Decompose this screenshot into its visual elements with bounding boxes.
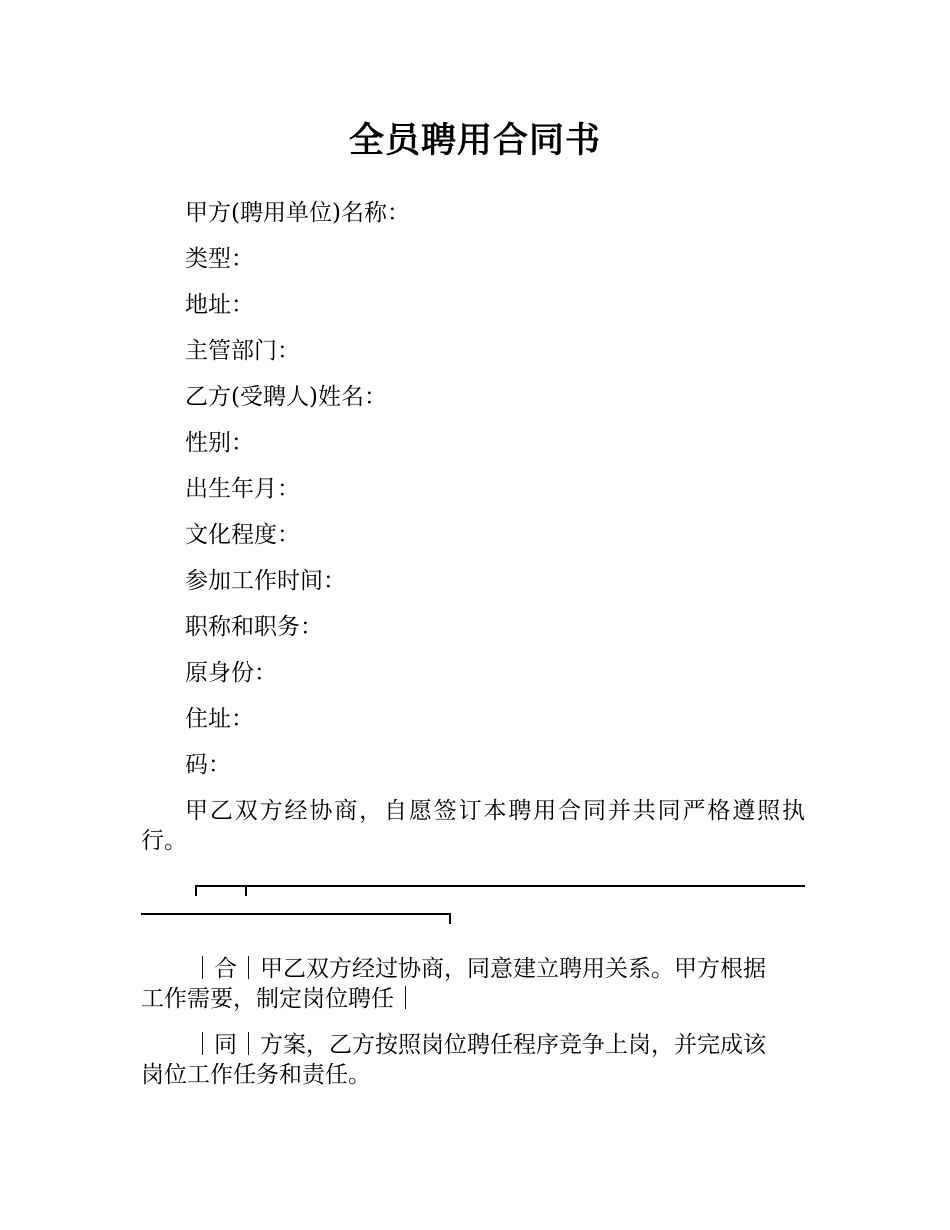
table-row — [141, 1030, 805, 1090]
table-row-line-1: ｜同｜方案，乙方按照岗位聘任程序竞争上岗，并完成该 — [191, 1032, 766, 1058]
table-corner-tick — [195, 885, 197, 896]
field-supervising-department: 主管部门： — [185, 338, 300, 364]
field-title-position: 职称和职务： — [185, 614, 323, 640]
field-code: 码： — [185, 752, 231, 778]
table-border-lines — [141, 878, 805, 938]
table-row-line-2: 工作需要，制定岗位聘任｜ — [141, 986, 417, 1012]
field-birth-date: 出生年月： — [185, 476, 300, 502]
field-address: 地址： — [185, 292, 254, 318]
intro-paragraph: 甲乙双方经协商，自愿签订本聘用合同并共同严格遵照执行。 — [141, 798, 805, 854]
field-employer-name: 甲方(聘用单位)名称： — [185, 200, 410, 226]
field-employee-name: 乙方(受聘人)姓名： — [185, 384, 387, 410]
table-end-tick — [449, 913, 451, 924]
table-row-line-1: ｜合｜甲乙双方经过协商，同意建立聘用关系。甲方根据 — [191, 956, 766, 982]
field-residence: 住址： — [185, 706, 254, 732]
document-body — [141, 198, 805, 1106]
field-original-status: 原身份： — [185, 660, 277, 686]
field-type: 类型： — [185, 246, 254, 272]
document-title: 全员聘用合同书 — [348, 121, 601, 161]
table-row — [141, 954, 805, 1014]
table-column-tick — [245, 885, 247, 896]
table-bottom-rule — [141, 913, 451, 915]
table-row-line-2: 岗位工作任务和责任。 — [141, 1062, 371, 1088]
field-education: 文化程度： — [185, 522, 300, 548]
table-top-rule — [195, 885, 805, 887]
field-gender: 性别： — [185, 430, 254, 456]
field-work-start-date: 参加工作时间： — [185, 568, 346, 594]
